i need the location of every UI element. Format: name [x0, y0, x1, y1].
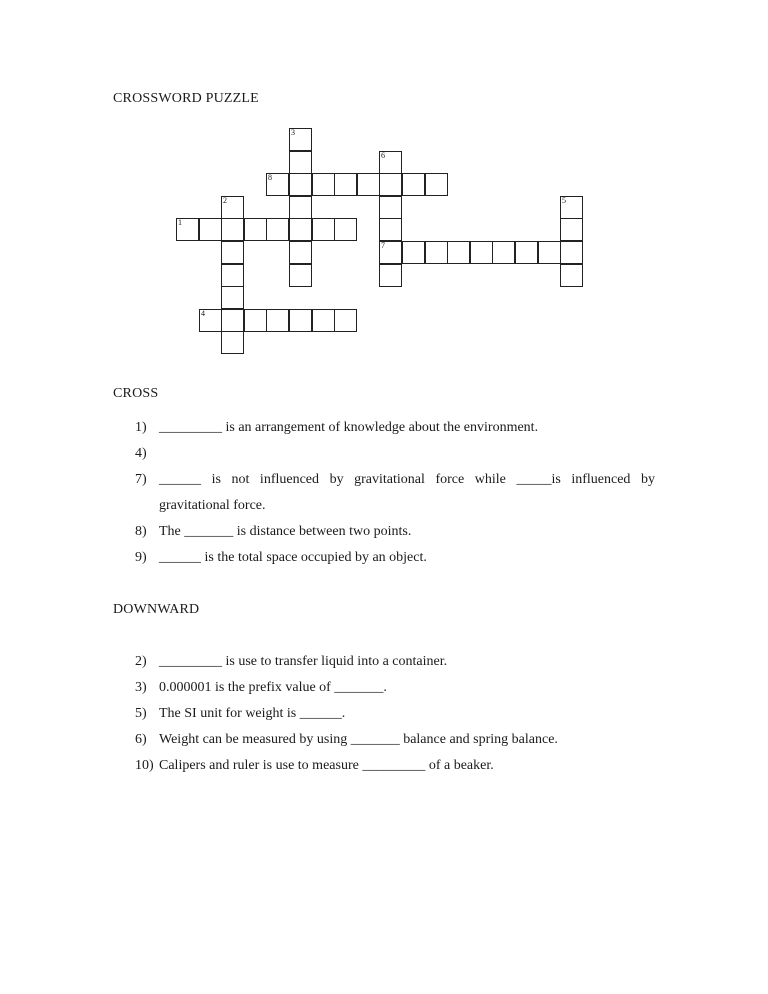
clue-number: 5) [135, 706, 147, 721]
grid-cell[interactable] [221, 218, 244, 241]
grid-cell[interactable] [538, 241, 561, 264]
clue-text: ______ is not influenced by gravitational force while _____is influenced by gravitational force. [159, 472, 655, 513]
down-clue-3 [135, 675, 655, 701]
clue-number: 4) [135, 446, 147, 461]
grid-cell[interactable] [379, 173, 402, 196]
clue-number: 9) [135, 550, 147, 565]
grid-cell[interactable] [221, 309, 244, 332]
grid-cell[interactable] [560, 264, 583, 287]
grid-cell[interactable] [312, 173, 335, 196]
clue-number-label: 5 [562, 196, 566, 205]
grid-cell[interactable] [425, 173, 448, 196]
grid-cell[interactable] [492, 241, 515, 264]
grid-cell[interactable] [199, 309, 222, 332]
clue-number: 10) [135, 758, 154, 773]
clue-number: 3) [135, 680, 147, 695]
grid-cell[interactable] [289, 151, 312, 174]
grid-cell[interactable] [379, 241, 402, 264]
down-clue-list [135, 649, 655, 779]
grid-cell[interactable] [266, 309, 289, 332]
grid-cell[interactable] [289, 128, 312, 151]
grid-cell[interactable] [560, 196, 583, 219]
across-clue-4 [135, 441, 655, 467]
across-clue-8 [135, 519, 655, 545]
grid-cell[interactable] [289, 264, 312, 287]
clue-text: 0.000001 is the prefix value of _______. [159, 680, 387, 695]
clue-text: _________ is use to transfer liquid into a container. [159, 654, 448, 669]
clue-number-label: 8 [268, 173, 272, 182]
clue-text: Weight can be measured by using _______ balance and spring balance. [159, 732, 558, 747]
grid-cell[interactable] [402, 241, 425, 264]
grid-cell[interactable] [560, 241, 583, 264]
grid-cell[interactable] [221, 196, 244, 219]
across-clue-list [135, 415, 655, 571]
grid-cell[interactable] [402, 173, 425, 196]
clue-number-label: 6 [381, 151, 385, 160]
grid-cell[interactable] [379, 218, 402, 241]
grid-cell[interactable] [334, 173, 357, 196]
clue-text [159, 441, 655, 467]
down-heading: DOWNWARD [113, 602, 200, 617]
clue-number-label: 7 [381, 241, 385, 250]
grid-cell[interactable] [447, 241, 470, 264]
clue-number: 7) [135, 472, 147, 487]
clue-number-label: 1 [178, 218, 182, 227]
grid-cell[interactable] [425, 241, 448, 264]
grid-cell[interactable] [289, 173, 312, 196]
grid-cell[interactable] [334, 218, 357, 241]
clue-number: 1) [135, 420, 147, 435]
clue-number: 2) [135, 654, 147, 669]
puzzle-title: CROSSWORD PUZZLE [113, 91, 259, 106]
clue-number: 8) [135, 524, 147, 539]
grid-cell[interactable] [176, 218, 199, 241]
clue-number: 6) [135, 732, 147, 747]
grid-cell[interactable] [312, 309, 335, 332]
grid-cell[interactable] [470, 241, 493, 264]
clue-text: The SI unit for weight is ______. [159, 706, 346, 721]
across-clue-1 [135, 415, 655, 441]
grid-cell[interactable] [266, 173, 289, 196]
grid-cell[interactable] [334, 309, 357, 332]
grid-cell[interactable] [244, 309, 267, 332]
across-clue-7 [135, 467, 655, 519]
grid-cell[interactable] [266, 218, 289, 241]
clue-text: _________ is an arrangement of knowledge about the environment. [159, 420, 539, 435]
grid-cell[interactable] [199, 218, 222, 241]
clue-text: Calipers and ruler is use to measure _________ of a beaker. [159, 758, 494, 773]
grid-cell[interactable] [379, 151, 402, 174]
clue-number-label: 3 [291, 128, 295, 137]
grid-cell[interactable] [560, 218, 583, 241]
clue-number-label: 2 [223, 196, 227, 205]
grid-cell[interactable] [221, 286, 244, 309]
grid-cell[interactable] [379, 196, 402, 219]
grid-cell[interactable] [221, 331, 244, 354]
down-clue-5 [135, 701, 655, 727]
grid-cell[interactable] [289, 196, 312, 219]
grid-cell[interactable] [289, 309, 312, 332]
down-clue-10 [135, 753, 655, 779]
grid-cell[interactable] [515, 241, 538, 264]
across-heading: CROSS [113, 386, 159, 401]
grid-cell[interactable] [379, 264, 402, 287]
grid-cell[interactable] [289, 241, 312, 264]
grid-cell[interactable] [244, 218, 267, 241]
grid-cell[interactable] [289, 218, 312, 241]
clue-text: ______ is the total space occupied by an object. [159, 550, 427, 565]
down-clue-2 [135, 649, 655, 675]
clue-text: The _______ is distance between two points. [159, 524, 412, 539]
across-clue-9 [135, 545, 655, 571]
grid-cell[interactable] [221, 241, 244, 264]
down-clue-6 [135, 727, 655, 753]
grid-cell[interactable] [221, 264, 244, 287]
clue-number-label: 4 [201, 309, 205, 318]
grid-cell[interactable] [312, 218, 335, 241]
grid-cell[interactable] [357, 173, 380, 196]
